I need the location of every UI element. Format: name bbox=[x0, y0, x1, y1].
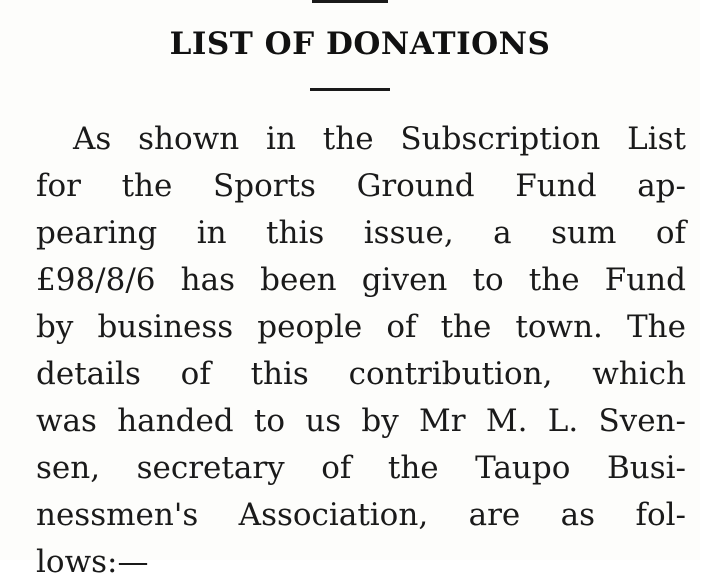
article-line: details of this contribution, which bbox=[36, 356, 686, 392]
article-line: nessmen's Association, are as fol- bbox=[36, 497, 686, 533]
article-line: pearing in this issue, a sum of bbox=[36, 215, 686, 251]
article-line: by business people of the town. The bbox=[36, 309, 686, 345]
article-line: for the Sports Ground Fund ap- bbox=[36, 168, 686, 204]
article-line: As shown in the Subscription List bbox=[73, 121, 686, 157]
article-headline: LIST OF DONATIONS bbox=[169, 26, 551, 62]
headline-divider-rule bbox=[310, 88, 390, 91]
article-line: £98/8/6 has been given to the Fund bbox=[36, 262, 686, 298]
article-body bbox=[36, 116, 686, 586]
article-line: lows:— bbox=[36, 544, 149, 580]
article-line: was handed to us by Mr M. L. Sven- bbox=[36, 403, 686, 439]
article-line: sen, secretary of the Taupo Busi- bbox=[36, 450, 686, 486]
top-divider-rule bbox=[312, 0, 388, 3]
